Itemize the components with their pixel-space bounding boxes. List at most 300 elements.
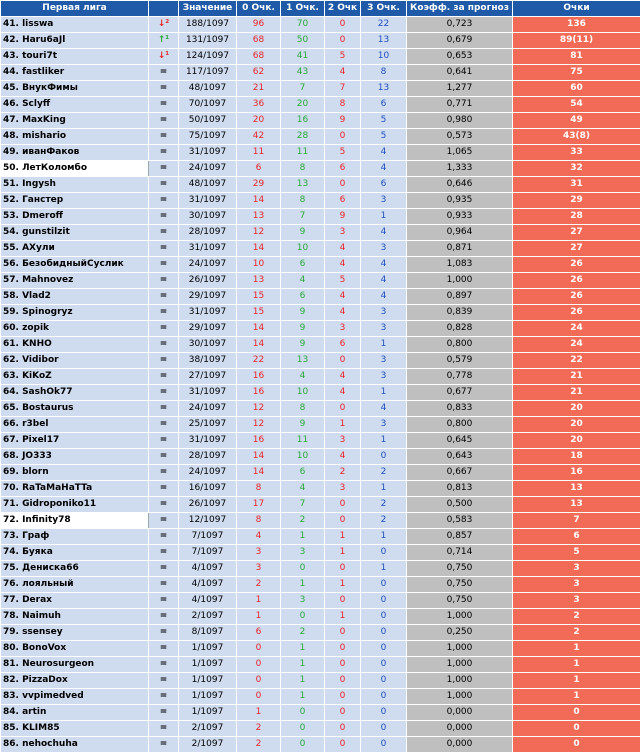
value-cell: 8/1097 [179, 625, 237, 641]
coefficient-cell: 0,750 [407, 593, 513, 609]
zero-points-cell: 14 [237, 321, 281, 337]
three-points-cell: 0 [361, 545, 407, 561]
value-cell: 124/1097 [179, 49, 237, 65]
value-cell: 1/1097 [179, 641, 237, 657]
table-row [1, 145, 640, 161]
three-points-cell: 0 [361, 657, 407, 673]
points-cell: 1 [513, 657, 640, 673]
value-cell: 30/1097 [179, 337, 237, 353]
table-row [1, 353, 640, 369]
value-cell: 188/1097 [179, 17, 237, 33]
three-points-cell: 1 [361, 529, 407, 545]
two-points-cell: 1 [325, 417, 361, 433]
three-points-cell: 2 [361, 497, 407, 513]
table-row [1, 385, 640, 401]
trend-indicator: = [149, 273, 179, 289]
coefficient-cell: 0,000 [407, 737, 513, 753]
zero-points-cell: 0 [237, 673, 281, 689]
table-row [1, 561, 640, 577]
zero-points-cell: 13 [237, 273, 281, 289]
table-row [1, 33, 640, 49]
zero-points-cell: 16 [237, 433, 281, 449]
coefficient-cell: 0,933 [407, 209, 513, 225]
header-league: Первая лига [1, 1, 149, 17]
trend-indicator: = [149, 289, 179, 305]
points-cell: 13 [513, 481, 640, 497]
coefficient-cell: 1,333 [407, 161, 513, 177]
one-point-cell: 6 [281, 257, 325, 273]
trend-indicator: = [149, 417, 179, 433]
table-row [1, 577, 640, 593]
points-cell: 21 [513, 369, 640, 385]
three-points-cell: 6 [361, 177, 407, 193]
header-coefficient: Коэфф. за прогноз [407, 1, 513, 17]
table-row [1, 241, 640, 257]
two-points-cell: 4 [325, 289, 361, 305]
zero-points-cell: 15 [237, 305, 281, 321]
value-cell: 31/1097 [179, 145, 237, 161]
player-name: 44. fastliker [1, 65, 149, 81]
two-points-cell: 1 [325, 529, 361, 545]
value-cell: 48/1097 [179, 81, 237, 97]
player-name: 80. BonoVox [1, 641, 149, 657]
trend-indicator: = [149, 385, 179, 401]
points-cell: 136 [513, 17, 640, 33]
coefficient-cell: 0,641 [407, 65, 513, 81]
points-cell: 0 [513, 705, 640, 721]
one-point-cell: 1 [281, 673, 325, 689]
zero-points-cell: 10 [237, 257, 281, 273]
points-cell: 16 [513, 465, 640, 481]
player-name: 61. KNHO [1, 337, 149, 353]
coefficient-cell: 1,065 [407, 145, 513, 161]
trend-indicator: = [149, 609, 179, 625]
table-row [1, 17, 640, 33]
trend-indicator: = [149, 337, 179, 353]
coefficient-cell: 0,897 [407, 289, 513, 305]
zero-points-cell: 4 [237, 529, 281, 545]
player-name: 77. Derax [1, 593, 149, 609]
two-points-cell: 5 [325, 49, 361, 65]
table-row [1, 625, 640, 641]
points-cell: 31 [513, 177, 640, 193]
player-name: 58. Vlad2 [1, 289, 149, 305]
player-name: 55. АХули [1, 241, 149, 257]
player-name: 64. SashOk77 [1, 385, 149, 401]
zero-points-cell: 11 [237, 145, 281, 161]
three-points-cell: 1 [361, 433, 407, 449]
coefficient-cell: 0,583 [407, 513, 513, 529]
value-cell: 30/1097 [179, 209, 237, 225]
trend-indicator: = [149, 497, 179, 513]
points-cell: 24 [513, 321, 640, 337]
trend-indicator: = [149, 257, 179, 273]
coefficient-cell: 0,653 [407, 49, 513, 65]
points-cell: 5 [513, 545, 640, 561]
player-name: 65. Bostaurus [1, 401, 149, 417]
points-cell: 49 [513, 113, 640, 129]
trend-indicator: = [149, 449, 179, 465]
table-row [1, 97, 640, 113]
value-cell: 117/1097 [179, 65, 237, 81]
three-points-cell: 0 [361, 625, 407, 641]
one-point-cell: 50 [281, 33, 325, 49]
trend-indicator: ↓¹ [149, 49, 179, 65]
coefficient-cell: 0,000 [407, 721, 513, 737]
points-cell: 20 [513, 417, 640, 433]
trend-indicator: = [149, 657, 179, 673]
table-row [1, 65, 640, 81]
three-points-cell: 0 [361, 737, 407, 753]
value-cell: 26/1097 [179, 497, 237, 513]
three-points-cell: 3 [361, 305, 407, 321]
zero-points-cell: 13 [237, 209, 281, 225]
three-points-cell: 2 [361, 513, 407, 529]
points-cell: 1 [513, 689, 640, 705]
player-name: 83. vvpimedved [1, 689, 149, 705]
one-point-cell: 9 [281, 417, 325, 433]
three-points-cell: 4 [361, 161, 407, 177]
value-cell: 31/1097 [179, 305, 237, 321]
player-name: 67. Pixel17 [1, 433, 149, 449]
trend-indicator: = [149, 129, 179, 145]
three-points-cell: 4 [361, 145, 407, 161]
value-cell: 24/1097 [179, 257, 237, 273]
two-points-cell: 2 [325, 465, 361, 481]
three-points-cell: 0 [361, 609, 407, 625]
one-point-cell: 1 [281, 641, 325, 657]
three-points-cell: 0 [361, 721, 407, 737]
value-cell: 31/1097 [179, 241, 237, 257]
points-cell: 26 [513, 305, 640, 321]
table-row [1, 513, 640, 529]
one-point-cell: 4 [281, 369, 325, 385]
table-row [1, 337, 640, 353]
value-cell: 50/1097 [179, 113, 237, 129]
player-name: 57. Mahnovez [1, 273, 149, 289]
value-cell: 2/1097 [179, 721, 237, 737]
coefficient-cell: 0,723 [407, 17, 513, 33]
value-cell: 28/1097 [179, 225, 237, 241]
trend-indicator: = [149, 81, 179, 97]
one-point-cell: 7 [281, 209, 325, 225]
one-point-cell: 43 [281, 65, 325, 81]
value-cell: 1/1097 [179, 673, 237, 689]
trend-indicator: = [149, 465, 179, 481]
player-name: 63. KiKoZ [1, 369, 149, 385]
trend-indicator: = [149, 705, 179, 721]
player-name: 73. Граф [1, 529, 149, 545]
three-points-cell: 3 [361, 321, 407, 337]
zero-points-cell: 21 [237, 81, 281, 97]
one-point-cell: 7 [281, 81, 325, 97]
two-points-cell: 1 [325, 545, 361, 561]
one-point-cell: 1 [281, 577, 325, 593]
two-points-cell: 5 [325, 273, 361, 289]
one-point-cell: 3 [281, 593, 325, 609]
coefficient-cell: 1,000 [407, 609, 513, 625]
three-points-cell: 13 [361, 33, 407, 49]
table-row [1, 705, 640, 721]
header-value: Значение [179, 1, 237, 17]
zero-points-cell: 8 [237, 513, 281, 529]
three-points-cell: 0 [361, 673, 407, 689]
one-point-cell: 9 [281, 321, 325, 337]
coefficient-cell: 1,277 [407, 81, 513, 97]
coefficient-cell: 0,857 [407, 529, 513, 545]
two-points-cell: 6 [325, 161, 361, 177]
two-points-cell: 4 [325, 369, 361, 385]
zero-points-cell: 2 [237, 737, 281, 753]
two-points-cell: 0 [325, 641, 361, 657]
one-point-cell: 3 [281, 545, 325, 561]
value-cell: 48/1097 [179, 177, 237, 193]
table-row [1, 721, 640, 737]
three-points-cell: 4 [361, 289, 407, 305]
trend-indicator: = [149, 481, 179, 497]
two-points-cell: 3 [325, 433, 361, 449]
three-points-cell: 5 [361, 129, 407, 145]
value-cell: 29/1097 [179, 289, 237, 305]
trend-indicator: = [149, 593, 179, 609]
coefficient-cell: 0,500 [407, 497, 513, 513]
value-cell: 75/1097 [179, 129, 237, 145]
header-two-points: 2 Очк [325, 1, 361, 17]
one-point-cell: 4 [281, 481, 325, 497]
points-cell: 28 [513, 209, 640, 225]
table-row [1, 289, 640, 305]
three-points-cell: 0 [361, 593, 407, 609]
coefficient-cell: 1,000 [407, 273, 513, 289]
two-points-cell: 5 [325, 145, 361, 161]
header-trend [149, 1, 179, 17]
points-cell: 26 [513, 289, 640, 305]
coefficient-cell: 0,750 [407, 577, 513, 593]
zero-points-cell: 3 [237, 545, 281, 561]
table-row [1, 193, 640, 209]
player-name: 48. mishario [1, 129, 149, 145]
trend-indicator: = [149, 193, 179, 209]
zero-points-cell: 6 [237, 625, 281, 641]
player-name: 45. ВнукФимы [1, 81, 149, 97]
player-name: 59. Spinogryz [1, 305, 149, 321]
coefficient-cell: 1,000 [407, 689, 513, 705]
value-cell: 24/1097 [179, 465, 237, 481]
trend-indicator: = [149, 625, 179, 641]
value-cell: 24/1097 [179, 161, 237, 177]
value-cell: 2/1097 [179, 737, 237, 753]
zero-points-cell: 14 [237, 449, 281, 465]
player-name: 54. gunstilzit [1, 225, 149, 241]
value-cell: 2/1097 [179, 609, 237, 625]
zero-points-cell: 0 [237, 641, 281, 657]
points-cell: 54 [513, 97, 640, 113]
zero-points-cell: 2 [237, 577, 281, 593]
player-name: 41. lisswa [1, 17, 149, 33]
value-cell: 70/1097 [179, 97, 237, 113]
coefficient-cell: 0,579 [407, 353, 513, 369]
trend-indicator: = [149, 97, 179, 113]
one-point-cell: 0 [281, 561, 325, 577]
trend-indicator: = [149, 737, 179, 753]
two-points-cell: 9 [325, 209, 361, 225]
one-point-cell: 10 [281, 385, 325, 401]
points-cell: 13 [513, 497, 640, 513]
zero-points-cell: 20 [237, 113, 281, 129]
coefficient-cell: 0,679 [407, 33, 513, 49]
three-points-cell: 3 [361, 353, 407, 369]
three-points-cell: 0 [361, 705, 407, 721]
table-row [1, 161, 640, 177]
two-points-cell: 0 [325, 561, 361, 577]
value-cell: 24/1097 [179, 401, 237, 417]
points-cell: 3 [513, 561, 640, 577]
trend-indicator: = [149, 561, 179, 577]
player-name: 75. Дениска66 [1, 561, 149, 577]
points-cell: 21 [513, 385, 640, 401]
player-name: 86. nehochuha [1, 737, 149, 753]
three-points-cell: 2 [361, 465, 407, 481]
player-name: 84. artin [1, 705, 149, 721]
player-name: 71. Gidroponiko11 [1, 497, 149, 513]
three-points-cell: 8 [361, 65, 407, 81]
table-row [1, 609, 640, 625]
player-name: 53. Dmeroff [1, 209, 149, 225]
points-cell: 18 [513, 449, 640, 465]
value-cell: 12/1097 [179, 513, 237, 529]
table-row [1, 481, 640, 497]
table-row [1, 497, 640, 513]
table-row [1, 401, 640, 417]
two-points-cell: 3 [325, 225, 361, 241]
player-name: 74. Буяка [1, 545, 149, 561]
coefficient-cell: 0,645 [407, 433, 513, 449]
zero-points-cell: 14 [237, 193, 281, 209]
one-point-cell: 9 [281, 305, 325, 321]
two-points-cell: 6 [325, 337, 361, 353]
coefficient-cell: 0,778 [407, 369, 513, 385]
coefficient-cell: 0,980 [407, 113, 513, 129]
one-point-cell: 0 [281, 705, 325, 721]
coefficient-cell: 0,871 [407, 241, 513, 257]
zero-points-cell: 2 [237, 721, 281, 737]
one-point-cell: 0 [281, 721, 325, 737]
value-cell: 16/1097 [179, 481, 237, 497]
trend-indicator: = [149, 161, 179, 177]
three-points-cell: 3 [361, 193, 407, 209]
coefficient-cell: 0,800 [407, 337, 513, 353]
trend-indicator: = [149, 177, 179, 193]
player-name: 49. иванФаков [1, 145, 149, 161]
table-row [1, 305, 640, 321]
points-cell: 3 [513, 577, 640, 593]
points-cell: 89(11) [513, 33, 640, 49]
coefficient-cell: 0,000 [407, 705, 513, 721]
two-points-cell: 0 [325, 593, 361, 609]
points-cell: 60 [513, 81, 640, 97]
value-cell: 31/1097 [179, 385, 237, 401]
player-name: 51. Ingysh [1, 177, 149, 193]
player-name: 66. r3bel [1, 417, 149, 433]
player-name: 46. Sclyff [1, 97, 149, 113]
table-row [1, 113, 640, 129]
table-row [1, 129, 640, 145]
coefficient-cell: 0,800 [407, 417, 513, 433]
table-row [1, 449, 640, 465]
coefficient-cell: 0,964 [407, 225, 513, 241]
table-row [1, 593, 640, 609]
two-points-cell: 0 [325, 513, 361, 529]
points-cell: 22 [513, 353, 640, 369]
points-cell: 27 [513, 241, 640, 257]
coefficient-cell: 0,935 [407, 193, 513, 209]
trend-indicator: = [149, 433, 179, 449]
trend-indicator: = [149, 145, 179, 161]
one-point-cell: 28 [281, 129, 325, 145]
three-points-cell: 4 [361, 401, 407, 417]
table-row [1, 257, 640, 273]
three-points-cell: 4 [361, 257, 407, 273]
one-point-cell: 0 [281, 737, 325, 753]
trend-indicator: ↑¹ [149, 33, 179, 49]
table-row [1, 737, 640, 753]
two-points-cell: 0 [325, 737, 361, 753]
three-points-cell: 1 [361, 337, 407, 353]
player-name: 52. Ганстер [1, 193, 149, 209]
one-point-cell: 8 [281, 193, 325, 209]
two-points-cell: 0 [325, 721, 361, 737]
value-cell: 7/1097 [179, 529, 237, 545]
trend-indicator: = [149, 401, 179, 417]
zero-points-cell: 14 [237, 465, 281, 481]
one-point-cell: 9 [281, 225, 325, 241]
two-points-cell: 4 [325, 241, 361, 257]
trend-indicator: = [149, 369, 179, 385]
zero-points-cell: 16 [237, 385, 281, 401]
coefficient-cell: 0,750 [407, 561, 513, 577]
header-row [1, 1, 640, 17]
zero-points-cell: 8 [237, 481, 281, 497]
player-name: 69. blorn [1, 465, 149, 481]
table-row [1, 529, 640, 545]
two-points-cell: 0 [325, 625, 361, 641]
coefficient-cell: 0,828 [407, 321, 513, 337]
two-points-cell: 1 [325, 577, 361, 593]
three-points-cell: 22 [361, 17, 407, 33]
zero-points-cell: 1 [237, 705, 281, 721]
one-point-cell: 70 [281, 17, 325, 33]
table-row [1, 641, 640, 657]
two-points-cell: 0 [325, 177, 361, 193]
three-points-cell: 10 [361, 49, 407, 65]
coefficient-cell: 0,646 [407, 177, 513, 193]
two-points-cell: 4 [325, 385, 361, 401]
table-row [1, 689, 640, 705]
header-points: Очки [513, 1, 640, 17]
trend-indicator: = [149, 641, 179, 657]
two-points-cell: 0 [325, 17, 361, 33]
one-point-cell: 1 [281, 689, 325, 705]
one-point-cell: 6 [281, 465, 325, 481]
points-cell: 3 [513, 593, 640, 609]
value-cell: 7/1097 [179, 545, 237, 561]
two-points-cell: 4 [325, 305, 361, 321]
trend-indicator: = [149, 321, 179, 337]
points-cell: 20 [513, 401, 640, 417]
table-row [1, 81, 640, 97]
trend-indicator: = [149, 529, 179, 545]
player-name: 78. Naimuh [1, 609, 149, 625]
